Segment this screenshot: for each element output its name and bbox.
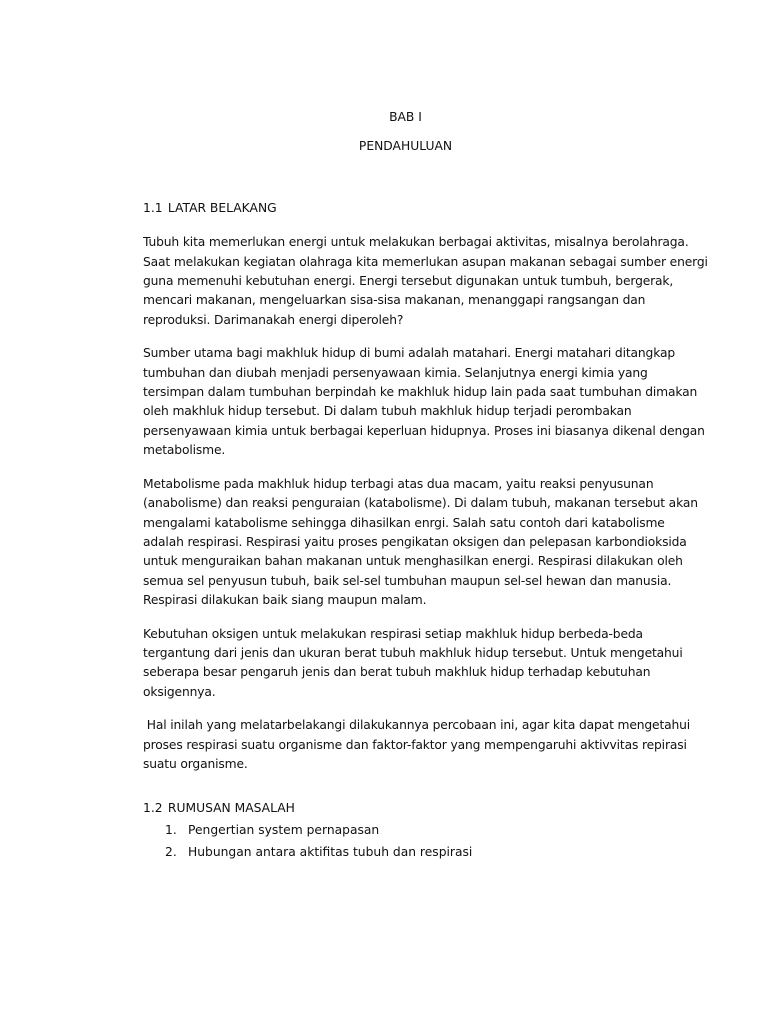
text-line: Kebutuhan oksigen untuk melakukan respirasi setiap makhluk hidup berbeda-beda (143, 626, 643, 641)
text-line: Tubuh kita memerlukan energi untuk melakukan berbagai aktivitas, misalnya berolahraga. (143, 235, 689, 250)
section-heading-latar-belakang (143, 199, 668, 218)
text-line: semua sel penyusun tubuh, baik sel-sel tumbuhan maupun sel-sel hewan dan manusia. (143, 573, 672, 588)
text-line: adalah respirasi. Respirasi yaitu proses pengikatan oksigen dan pelepasan karbondioksida (143, 534, 687, 549)
list-item-text: Pengertian system pernapasan (188, 822, 380, 837)
list-item (143, 841, 668, 863)
text-line: (anabolisme) dan reaksi penguraian (katabolisme). Di dalam tubuh, makanan tersebut akan (143, 496, 698, 511)
section-heading-rumusan-masalah (143, 799, 668, 818)
text-line: mencari makanan, mengeluarkan sisa-sisa makanan, menanggapi rangsangan dan (143, 293, 646, 308)
text-line: metabolisme. (143, 443, 226, 458)
text-line: seberapa besar pengaruh jenis dan berat tubuh makhluk hidup terhadap kebutuhan (143, 665, 651, 680)
paragraph (143, 233, 708, 330)
text-line: untuk menguraikan bahan makanan untuk menghasilkan energi. Respirasi dilakukan oleh (143, 554, 683, 569)
section-number: 1.1 (143, 200, 163, 215)
text-line: tumbuhan dan diubah menjadi persenyawaan kimia. Selanjutnya energi kimia yang (143, 365, 648, 380)
text-line: guna memenuhi kebutuhan energi. Energi tersebut digunakan untuk tumbuh, bergerak, (143, 274, 674, 289)
text-line: persenyawaan kimia untuk berbagai keperluan hidupnya. Proses ini biasanya dikenal dengan (143, 423, 705, 438)
text-line: suatu organisme. (143, 756, 248, 771)
section-title: RUMUSAN MASALAH (167, 801, 295, 816)
chapter-number: BAB I (389, 110, 422, 124)
text-line: reproduksi. Darimanakah energi diperoleh? (143, 312, 404, 327)
text-line: oksigennya. (143, 684, 216, 699)
list-item-text: Hubungan antara aktifitas tubuh dan respirasi (188, 844, 473, 859)
text-line: proses respirasi suatu organisme dan faktor-faktor yang mempengaruhi aktivvitas repirasi (143, 737, 687, 752)
list-marker: 2. (165, 844, 177, 859)
list-marker: 1. (165, 822, 177, 837)
text-line: Saat melakukan kegiatan olahraga kita memerlukan asupan makanan sebagai sumber energi (143, 254, 708, 269)
document-body (143, 108, 708, 863)
text-line: Metabolisme pada makhluk hidup terbagi atas dua macam, yaitu reaksi penyusunan (143, 476, 654, 491)
paragraph (143, 625, 683, 703)
text-line: oleh makhluk hidup tersebut. Di dalam tubuh makhluk hidup terjadi perombakan (143, 404, 632, 419)
text-line: Sumber utama bagi makhluk hidup di bumi adalah matahari. Energi matahari ditangkap (143, 346, 676, 361)
problem-list (143, 819, 668, 863)
text-line: tersimpan dalam tumbuhan berpindah ke makhluk hidup lain pada saat tumbuhan dimakan (143, 385, 698, 400)
section-number: 1.2 (143, 801, 163, 816)
paragraph (143, 716, 691, 774)
paragraph (143, 475, 698, 611)
paragraph (143, 344, 705, 460)
list-item (143, 819, 668, 841)
chapter-title: PENDAHULUAN (358, 139, 453, 154)
text-line: Hal inilah yang melatarbelakangi dilakukannya percobaan ini, agar kita dapat mengetahui (143, 718, 691, 733)
text-line: mengalami katabolisme sehingga dihasilkan enrgi. Salah satu contoh dari katabolisme (143, 515, 665, 530)
section-title: LATAR BELAKANG (167, 200, 277, 215)
text-line: tergantung dari jenis dan ukuran berat tubuh makhluk hidup tersebut. Untuk mengetahui (143, 645, 683, 660)
text-line: Respirasi dilakukan baik siang maupun malam. (143, 593, 427, 608)
